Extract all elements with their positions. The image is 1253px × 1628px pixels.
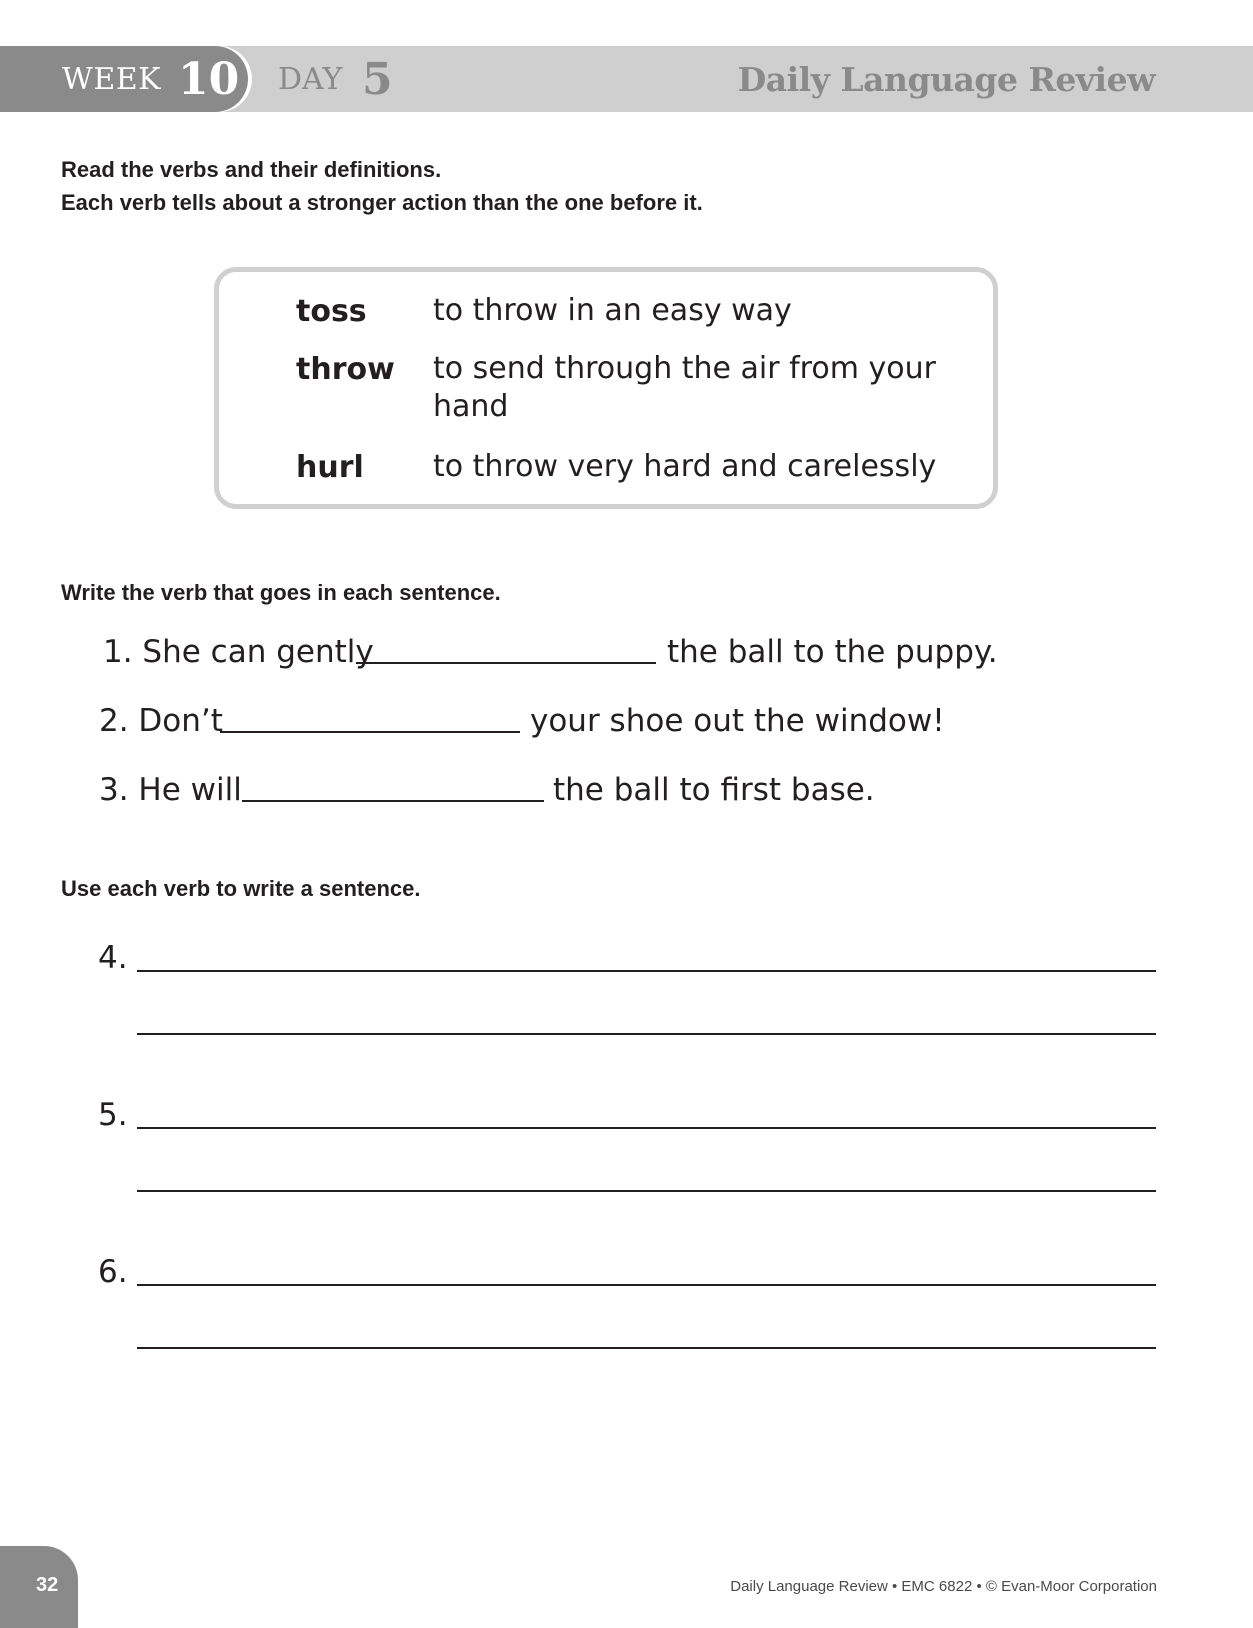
item-4-line-1[interactable] (137, 970, 1156, 972)
sentence-3-after: the ball to first base. (553, 772, 875, 808)
vocab-verb: toss (296, 294, 367, 329)
item-6-line-1[interactable] (137, 1284, 1156, 1286)
sentence-1-blank[interactable] (356, 662, 656, 664)
fill-in-direction: Write the verb that goes in each sentence. (61, 580, 501, 605)
vocab-verb: throw (296, 352, 395, 387)
footer-credit: Daily Language Review • EMC 6822 • © Evan-Moor Corporation (730, 1578, 1157, 1595)
item-5-number: 5. (98, 1097, 128, 1133)
week-number: 10 (178, 54, 240, 105)
day-number: 5 (362, 54, 393, 105)
sentence-2-blank[interactable] (220, 731, 520, 733)
vocab-definition: to throw in an easy way (433, 293, 792, 328)
item-6-line-2[interactable] (137, 1347, 1156, 1349)
write-sentences-direction: Use each verb to write a sentence. (61, 876, 421, 901)
vocab-verb: hurl (296, 450, 364, 485)
sentence-3-blank[interactable] (242, 800, 544, 802)
vocab-definition: to send through the air from your hand (433, 351, 936, 424)
page-number: 32 (36, 1574, 59, 1596)
series-title: Daily Language Review (737, 60, 1155, 99)
intro-direction-line-2: Each verb tells about a stronger action than the one before it. (61, 190, 703, 215)
sentence-2-after: your shoe out the window! (530, 703, 945, 739)
intro-direction-line-1: Read the verbs and their definitions. (61, 157, 442, 182)
item-6-number: 6. (98, 1254, 128, 1290)
sentence-1-after: the ball to the puppy. (667, 634, 998, 670)
week-label: WEEK (62, 62, 162, 97)
item-5-line-1[interactable] (137, 1127, 1156, 1129)
item-4-line-2[interactable] (137, 1033, 1156, 1035)
sentence-1-before: 1. She can gently (103, 634, 374, 670)
item-4-number: 4. (98, 940, 128, 976)
item-5-line-2[interactable] (137, 1190, 1156, 1192)
day-label: DAY (278, 62, 343, 97)
sentence-2-before: 2. Don’t (99, 703, 223, 739)
vocab-definition: to throw very hard and carelessly (433, 449, 937, 484)
sentence-3-before: 3. He will (99, 772, 242, 808)
